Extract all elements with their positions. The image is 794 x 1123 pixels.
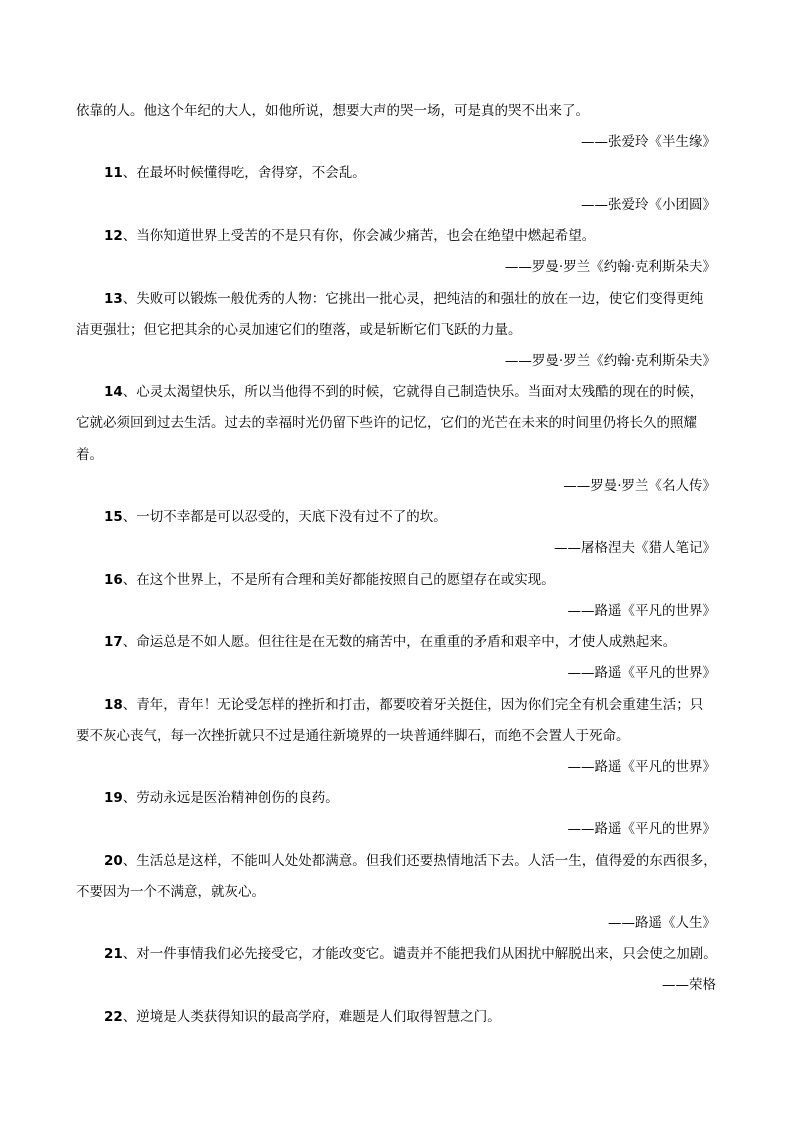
quote-text: 、命运总是不如人愿。但往往是在无数的痛苦中，在重重的矛盾和艰辛中，才使人成熟起来。 <box>122 634 677 650</box>
quote-source: ——张爱玲《小团圆》 <box>581 197 716 213</box>
quote-text: 、青年，青年！无论受怎样的挫折和打击，都要咬着牙关挺住，因为你们完全有机会重建生活；只 <box>122 697 704 713</box>
quote-text: 、失败可以锻炼一般优秀的人物：它挑出一批心灵，把纯洁的和强壮的放在一边，使它们变得更纯 <box>122 291 704 307</box>
quote-14 <box>104 382 716 402</box>
quote-text-continued: 要不灰心丧气，每一次挫折就只不过是通往新境界的一块普通绊脚石，而绝不会置人于死命。 <box>76 728 630 744</box>
quote-text: 、生活总是这样，不能叫人处处都满意。但我们还要热情地活下去。人活一生，值得爱的东西很多， <box>122 853 717 869</box>
quote-number: 11 <box>104 165 123 181</box>
quote-20 <box>104 851 716 871</box>
quote-number: 13 <box>104 291 123 307</box>
quote-number: 14 <box>104 384 123 400</box>
quote-11 <box>104 163 716 183</box>
quote-21 <box>104 944 716 964</box>
quote-number: 12 <box>104 228 123 244</box>
quote-text-continued: 着。 <box>76 447 103 463</box>
quote-number: 20 <box>104 853 123 869</box>
quote-text: 、心灵太渴望快乐，所以当他得不到的时候，它就得自己制造快乐。当面对太残酷的现在的时候， <box>122 384 704 400</box>
quote-text-continued: 它就必须回到过去生活。过去的幸福时光仍留下些许的记忆，它们的光芒在未来的时间里仍将长久的照耀 <box>76 415 697 431</box>
quote-number: 15 <box>104 509 123 525</box>
quote-number: 19 <box>104 790 123 806</box>
quote-19 <box>104 788 716 808</box>
quote-17 <box>104 632 716 652</box>
quote-13 <box>104 289 716 309</box>
quote-16 <box>104 570 716 590</box>
quote-source: ——荣格 <box>662 977 716 993</box>
quote-source: ——路遥《平凡的世界》 <box>567 821 716 837</box>
quote-number: 22 <box>104 1009 123 1025</box>
quote-source: ——张爱玲《半生缘》 <box>581 134 716 150</box>
quote-text: 、劳动永远是医治精神创伤的良药。 <box>122 790 339 806</box>
quote-number: 18 <box>104 697 123 713</box>
intro-line: 依靠的人。他这个年纪的大人，如他所说，想要大声的哭一场，可是真的哭不出来了。 <box>76 103 589 119</box>
quote-text-continued: 洁更强壮；但它把其余的心灵加速它们的堕落，或是斩断它们飞跃的力量。 <box>76 322 522 338</box>
quote-number: 16 <box>104 572 123 588</box>
quote-text: 、在这个世界上，不是所有合理和美好都能按照自己的愿望存在或实现。 <box>122 572 555 588</box>
quote-text: 、当你知道世界上受苦的不是只有你，你会减少痛苦，也会在绝望中燃起希望。 <box>122 228 596 244</box>
quote-source: ——罗曼·罗兰《约翰·克利斯朵夫》 <box>504 259 716 275</box>
quote-text: 、逆境是人类获得知识的最高学府，难题是人们取得智慧之门。 <box>122 1009 501 1025</box>
quote-source: ——罗曼·罗兰《名人传》 <box>563 478 716 494</box>
quote-text: 、对一件事情我们必先接受它，才能改变它。谴责并不能把我们从困扰中解脱出来，只会使之加剧。 <box>122 946 717 962</box>
quote-12 <box>104 226 716 246</box>
quote-source: ——路遥《平凡的世界》 <box>567 759 716 775</box>
quote-source: ——路遥《平凡的世界》 <box>567 665 716 681</box>
quote-source: ——路遥《人生》 <box>608 915 716 931</box>
quote-source: ——罗曼·罗兰《约翰·克利斯朵夫》 <box>504 353 716 369</box>
quote-15 <box>104 507 716 527</box>
quote-source: ——路遥《平凡的世界》 <box>567 603 716 619</box>
quote-22 <box>104 1007 716 1027</box>
quote-text-continued: 不要因为一个不满意，就灰心。 <box>76 884 265 900</box>
quote-number: 17 <box>104 634 123 650</box>
quote-text: 、在最坏时候懂得吃，舍得穿，不会乱。 <box>122 165 366 181</box>
quote-source: ——屠格涅夫《猎人笔记》 <box>554 540 716 556</box>
quote-18 <box>104 695 716 715</box>
quote-text: 、一切不幸都是可以忍受的，天底下没有过不了的坎。 <box>122 509 447 525</box>
quote-number: 21 <box>104 946 123 962</box>
